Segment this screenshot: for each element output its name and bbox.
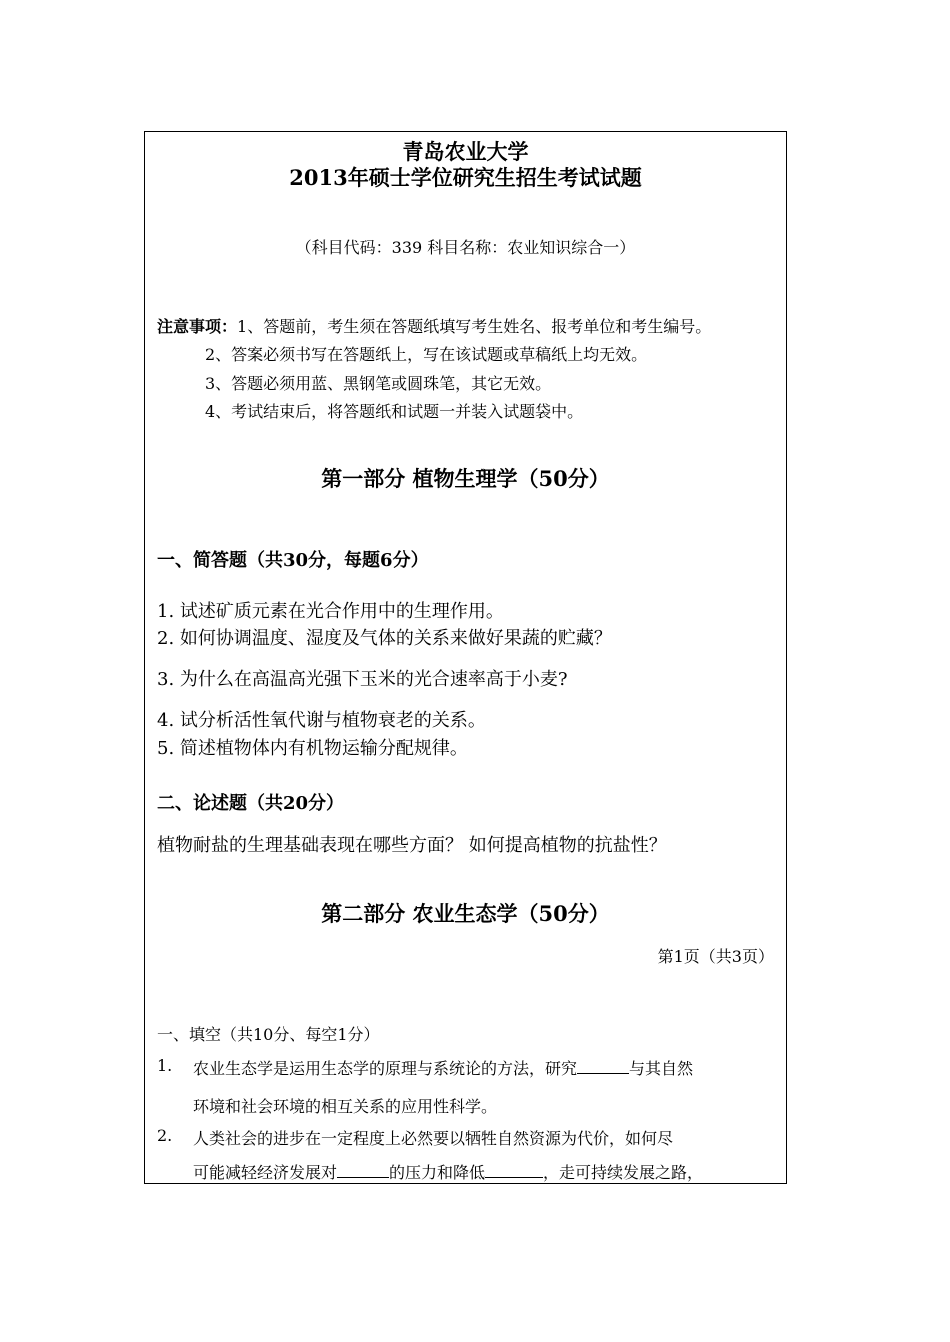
notice-label: 注意事项： — [157, 317, 238, 336]
question-1: 1. 试述矿质元素在光合作用中的生理作用。 — [157, 601, 504, 622]
notice-line-1 — [157, 314, 711, 337]
question-4: 4. 试分析活性氧代谢与植物衰老的关系。 — [157, 710, 486, 731]
page-number: 第1页（共3页） — [657, 947, 774, 966]
notice-item-1: 1、答题前，考生须在答题纸填写考生姓名、报考单位和考生编号。 — [237, 317, 712, 336]
question-2: 2. 如何协调温度、湿度及气体的关系来做好果蔬的贮藏？ — [157, 628, 612, 649]
notice-item-3: 3、答题必须用蓝、黑钢笔或圆珠笔，其它无效。 — [205, 374, 552, 393]
notice-item-4: 4、考试结束后，将答题纸和试题一并装入试题袋中。 — [205, 402, 584, 421]
essay-question: 植物耐盐的生理基础表现在哪些方面？ 如何提高植物的抗盐性？ — [157, 835, 667, 856]
fill-blank-heading: 一、填空（共10分、每空1分） — [157, 1025, 380, 1044]
fill-q2-line1: 人类社会的进步在一定程度上必然要以牺牲自然资源为代价，如何尽 — [193, 1129, 674, 1148]
section-short-answer: 一、简答题（共30分，每题6分） — [157, 550, 429, 571]
part2-title: 第二部分 农业生态学（50分） — [321, 901, 610, 926]
section-essay: 二、论述题（共20分） — [157, 793, 345, 814]
subject-line: （科目代码：339 科目名称：农业知识综合一） — [295, 238, 636, 257]
answer-blank — [337, 1163, 389, 1178]
fill-q2-number: 2. — [157, 1126, 173, 1145]
fill-q1-line1: 农业生态学是运用生态学的原理与系统论的方法，研究 与其自然 — [193, 1059, 694, 1078]
question-5: 5. 简述植物体内有机物运输分配规律。 — [157, 738, 468, 759]
exam-title: 2013年硕士学位研究生招生考试试题 — [289, 165, 642, 190]
answer-blank — [577, 1059, 629, 1074]
fill-q2-line2: 可能减轻经济发展对 的压力和降低 ，走可持续发展之路， — [193, 1163, 704, 1182]
part1-title: 第一部分 植物生理学（50分） — [321, 466, 610, 491]
school-name: 青岛农业大学 — [402, 139, 529, 164]
answer-blank — [485, 1163, 543, 1178]
fill-q1-number: 1. — [157, 1056, 173, 1075]
notice-item-2: 2、答案必须书写在答题纸上，写在该试题或草稿纸上均无效。 — [205, 345, 648, 364]
question-3: 3. 为什么在高温高光强下玉米的光合速率高于小麦? — [157, 669, 568, 690]
fill-q1-line2: 环境和社会环境的相互关系的应用性科学。 — [193, 1097, 498, 1116]
